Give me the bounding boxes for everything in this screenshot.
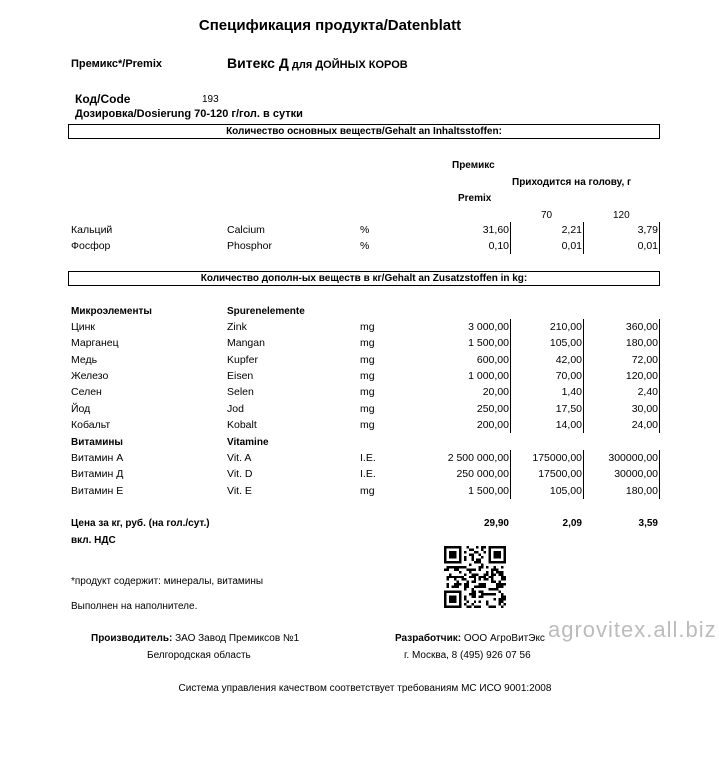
dosage: Дозировка/Dosierung 70-120 г/гол. в сутки: [75, 108, 303, 120]
unit: mg: [360, 369, 375, 382]
vit-heading-ru: Витамины: [71, 437, 123, 448]
dose-120-value: 0,01: [637, 240, 658, 252]
dose-70-value: 17,50: [555, 402, 582, 415]
premix-value: 0,10: [488, 240, 509, 252]
micro-heading-de: Spurenelemente: [227, 306, 305, 317]
dose-120-value: 30,00: [631, 402, 658, 415]
table-row: [0, 417, 719, 433]
table-row: [0, 466, 719, 482]
unit: mg: [360, 484, 375, 497]
name-ru: Железо: [71, 369, 109, 382]
column-divider: [510, 319, 511, 433]
name-ru: Марганец: [71, 337, 119, 350]
price-label: Цена за кг, руб. (на гол./сут.): [71, 518, 210, 529]
dose-120-value: 72,00: [631, 353, 658, 366]
dose-70-value: 105,00: [549, 337, 582, 350]
dose-70-value: 14,00: [555, 418, 582, 431]
dose-120-value: 30000,00: [614, 468, 658, 481]
column-divider: [583, 450, 584, 499]
code-label: Код/Code: [75, 92, 131, 106]
name-de: Vit. A: [227, 452, 252, 464]
table-row: [0, 450, 719, 466]
quality-statement: Система управления качеством соответствует требованиям МС ИСО 9001:2008: [178, 683, 552, 694]
dose-120-value: 3,79: [637, 224, 658, 236]
column-divider: [659, 319, 660, 433]
column-divider: [510, 222, 511, 254]
dose-120-value: 2,40: [637, 386, 658, 399]
section1-title: Количество основных веществ/Gehalt an Inhaltsstoffen:: [68, 124, 660, 139]
name-ru: Йод: [71, 402, 91, 415]
producer-name: ЗАО Завод Премиксов №1: [172, 633, 300, 644]
name-ru: Кобальт: [71, 418, 111, 431]
name-de: Zink: [227, 321, 247, 333]
name-de: Eisen: [227, 369, 254, 382]
unit: I.E.: [360, 452, 376, 464]
premix-value: 1 000,00: [468, 369, 509, 382]
name-ru: Селен: [71, 386, 102, 399]
page-title: Спецификация продукта/Datenblatt: [198, 17, 462, 34]
premix-value: 1 500,00: [468, 337, 509, 350]
name-de: Vit. D: [227, 468, 253, 481]
premix-value: 250 000,00: [456, 468, 509, 481]
unit: mg: [360, 418, 375, 431]
product-name-line: [227, 55, 408, 73]
premix-value: 250,00: [476, 402, 509, 415]
unit: %: [360, 240, 370, 252]
premix-value: 20,00: [482, 386, 509, 399]
dose-70-value: 42,00: [555, 353, 582, 366]
col-premix-ru: Премикс: [452, 160, 495, 171]
name-de: Phosphor: [227, 240, 272, 252]
product-name: Витекс Д: [227, 55, 289, 71]
dose-120-value: 360,00: [625, 321, 658, 333]
name-ru: Кальций: [71, 224, 113, 236]
unit: mg: [360, 402, 375, 415]
producer-label: Производитель:: [91, 633, 173, 644]
table-row: [0, 222, 719, 238]
watermark: agrovitex.all.biz: [548, 617, 717, 642]
unit: mg: [360, 386, 375, 399]
qr-code: [443, 546, 507, 608]
dose-70-value: 17500,00: [538, 468, 582, 481]
vit-heading-de: Vitamine: [227, 437, 269, 448]
col-70: 70: [541, 210, 553, 221]
developer-address: г. Москва, 8 (495) 926 07 56: [404, 650, 531, 661]
column-divider: [583, 222, 584, 254]
dose-70-value: 0,01: [561, 240, 582, 252]
column-divider: [659, 222, 660, 254]
table-row: [0, 368, 719, 384]
col-premix-de: Premix: [458, 193, 492, 204]
developer-line: [395, 633, 545, 644]
name-ru: Витамин А: [71, 452, 124, 464]
unit: mg: [360, 321, 375, 333]
name-de: Jod: [227, 402, 244, 415]
name-de: Calcium: [227, 224, 265, 236]
unit: mg: [360, 353, 375, 366]
column-divider: [510, 450, 511, 499]
unit: %: [360, 224, 370, 236]
name-ru: Витамин Е: [71, 484, 124, 497]
col-per-head: Приходится на голову, г: [512, 177, 632, 188]
table-row: [0, 483, 719, 499]
dose-120-value: 180,00: [625, 484, 658, 497]
note-filler: Выполнен на наполнителе.: [71, 601, 198, 612]
price-vat: вкл. НДС: [71, 535, 116, 546]
premix-label: Премикс*/Premix: [71, 58, 163, 70]
micro-heading-ru: Микроэлементы: [71, 306, 152, 317]
developer-label: Разработчик:: [395, 633, 462, 644]
dose-70-value: 2,21: [561, 224, 582, 236]
name-de: Mangan: [227, 337, 265, 350]
column-divider: [659, 450, 660, 499]
name-ru: Цинк: [71, 321, 96, 333]
section2-title: Количество дополн-ых веществ в кг/Gehalt an Zusatzstoffen in kg:: [68, 271, 660, 286]
name-de: Vit. E: [227, 484, 252, 497]
developer-name: ООО АгроВитЭкс: [461, 633, 545, 644]
premix-value: 600,00: [476, 353, 509, 366]
table-row: [0, 319, 719, 335]
dose-120-value: 24,00: [631, 418, 658, 431]
premix-value: 31,60: [482, 224, 509, 236]
table-row: [0, 352, 719, 368]
note-contains: *продукт содержит: минералы, витамины: [71, 576, 264, 587]
premix-value: 2 500 000,00: [447, 452, 509, 464]
col-120: 120: [613, 210, 630, 221]
table-row: [0, 384, 719, 400]
name-de: Kupfer: [227, 353, 258, 366]
column-divider: [583, 319, 584, 433]
product-suffix: для ДОЙНЫХ КОРОВ: [288, 59, 408, 71]
table-row: [0, 238, 719, 254]
dose-120-value: 300000,00: [608, 452, 658, 464]
name-ru: Медь: [71, 353, 98, 366]
producer-region: Белгородская область: [147, 650, 251, 661]
premix-value: 200,00: [476, 418, 509, 431]
name-de: Selen: [227, 386, 254, 399]
table-row: [0, 401, 719, 417]
unit: I.E.: [360, 468, 376, 481]
price-70: 2,09: [562, 518, 582, 529]
price-120: 3,59: [638, 518, 658, 529]
name-ru: Фосфор: [71, 240, 111, 252]
code-value: 193: [202, 94, 219, 105]
name-ru: Витамин Д: [71, 468, 124, 481]
dose-70-value: 105,00: [549, 484, 582, 497]
dose-70-value: 70,00: [555, 369, 582, 382]
table-row: [0, 335, 719, 351]
dose-70-value: 1,40: [561, 386, 582, 399]
dose-70-value: 210,00: [549, 321, 582, 333]
dose-120-value: 120,00: [625, 369, 658, 382]
premix-value: 3 000,00: [468, 321, 509, 333]
dose-70-value: 175000,00: [532, 452, 582, 464]
dose-120-value: 180,00: [625, 337, 658, 350]
premix-value: 1 500,00: [468, 484, 509, 497]
price-premix: 29,90: [483, 518, 509, 529]
name-de: Kobalt: [227, 418, 257, 431]
producer-line: [91, 633, 299, 644]
unit: mg: [360, 337, 375, 350]
